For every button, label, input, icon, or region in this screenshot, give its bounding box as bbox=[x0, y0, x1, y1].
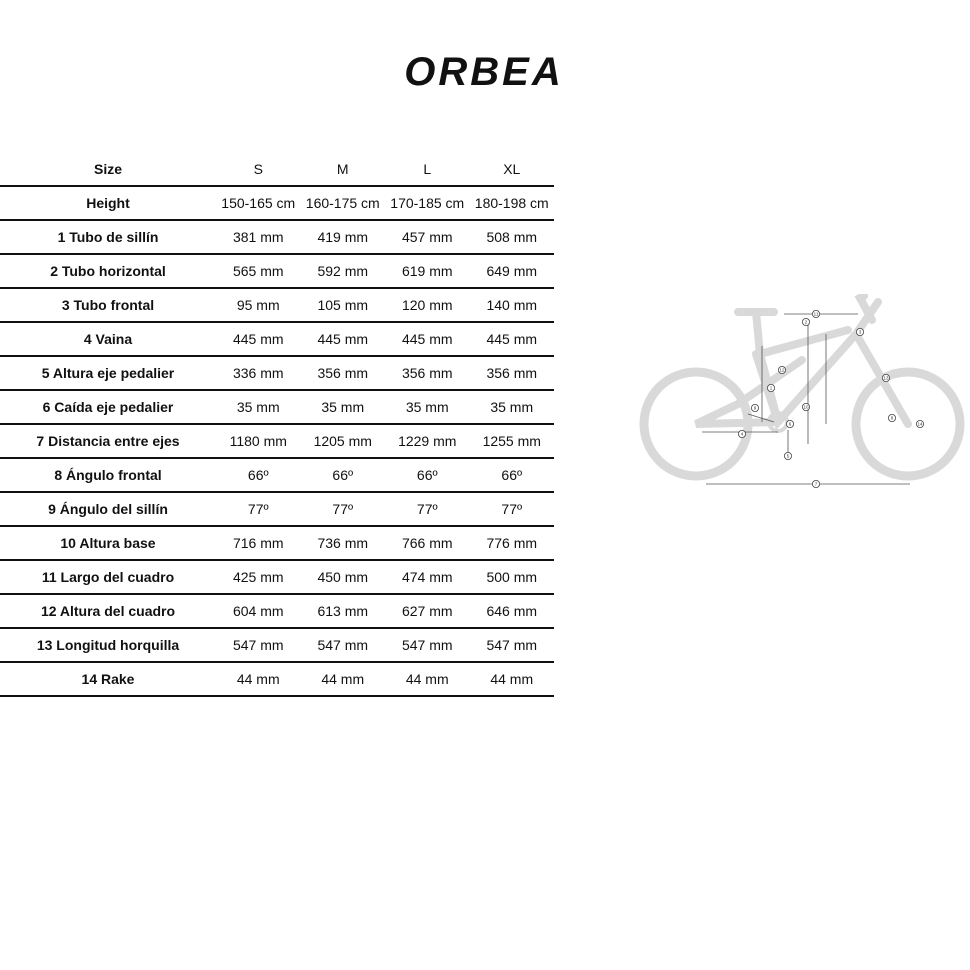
svg-text:2: 2 bbox=[804, 319, 808, 325]
svg-text:8: 8 bbox=[890, 415, 894, 421]
row-value: 35 mm bbox=[385, 390, 470, 424]
svg-text:1: 1 bbox=[769, 385, 773, 391]
row-value: 547 mm bbox=[470, 628, 555, 662]
svg-text:12: 12 bbox=[779, 367, 785, 373]
header-label: Size bbox=[0, 153, 216, 186]
header-size-xl: XL bbox=[470, 153, 555, 186]
dimension-marker-14 bbox=[916, 420, 923, 427]
row-value: 44 mm bbox=[470, 662, 555, 696]
row-value: 445 mm bbox=[216, 322, 301, 356]
row-value: 604 mm bbox=[216, 594, 301, 628]
row-label: 2 Tubo horizontal bbox=[0, 254, 216, 288]
svg-text:4: 4 bbox=[740, 431, 744, 437]
row-label: 4 Vaina bbox=[0, 322, 216, 356]
row-value: 547 mm bbox=[216, 628, 301, 662]
dimension-marker-12 bbox=[778, 366, 785, 373]
row-value: 356 mm bbox=[470, 356, 555, 390]
row-value: 547 mm bbox=[385, 628, 470, 662]
row-value: 180-198 cm bbox=[470, 186, 555, 220]
row-value: 457 mm bbox=[385, 220, 470, 254]
row-value: 170-185 cm bbox=[385, 186, 470, 220]
row-value: 474 mm bbox=[385, 560, 470, 594]
row-value: 547 mm bbox=[301, 628, 386, 662]
row-value: 592 mm bbox=[301, 254, 386, 288]
header-size-s: S bbox=[216, 153, 301, 186]
dimension-marker-13 bbox=[882, 374, 889, 381]
row-label: 12 Altura del cuadro bbox=[0, 594, 216, 628]
bike-svg bbox=[638, 294, 970, 494]
row-label: 10 Altura base bbox=[0, 526, 216, 560]
row-value: 646 mm bbox=[470, 594, 555, 628]
bike-frame bbox=[644, 296, 960, 476]
row-value: 77º bbox=[385, 492, 470, 526]
size-header-row bbox=[0, 153, 554, 186]
row-label: 14 Rake bbox=[0, 662, 216, 696]
table-row bbox=[0, 322, 554, 356]
row-value: 336 mm bbox=[216, 356, 301, 390]
dimension-marker-3 bbox=[856, 328, 863, 335]
row-label: 8 Ángulo frontal bbox=[0, 458, 216, 492]
row-label: 13 Longitud horquilla bbox=[0, 628, 216, 662]
table-row bbox=[0, 458, 554, 492]
row-value: 649 mm bbox=[470, 254, 555, 288]
dimension-marker-8 bbox=[888, 414, 895, 421]
row-label: 9 Ángulo del sillín bbox=[0, 492, 216, 526]
dimension-marker-10 bbox=[802, 403, 809, 410]
row-value: 44 mm bbox=[301, 662, 386, 696]
svg-text:13: 13 bbox=[883, 375, 889, 381]
row-label: 6 Caída eje pedalier bbox=[0, 390, 216, 424]
row-label: 5 Altura eje pedalier bbox=[0, 356, 216, 390]
row-value: 565 mm bbox=[216, 254, 301, 288]
row-value: 35 mm bbox=[216, 390, 301, 424]
row-value: 140 mm bbox=[470, 288, 555, 322]
row-label: 3 Tubo frontal bbox=[0, 288, 216, 322]
brand-wordmark: ORBEA bbox=[404, 52, 564, 90]
bike-geometry-diagram bbox=[638, 294, 970, 494]
row-label: Height bbox=[0, 186, 216, 220]
row-value: 613 mm bbox=[301, 594, 386, 628]
svg-text:11: 11 bbox=[813, 311, 819, 317]
table-row bbox=[0, 662, 554, 696]
row-value: 1255 mm bbox=[470, 424, 555, 458]
row-label: 7 Distancia entre ejes bbox=[0, 424, 216, 458]
table-row bbox=[0, 254, 554, 288]
svg-text:14: 14 bbox=[917, 421, 923, 427]
row-label: 1 Tubo de sillín bbox=[0, 220, 216, 254]
svg-text:9: 9 bbox=[753, 405, 757, 411]
row-value: 500 mm bbox=[470, 560, 555, 594]
row-value: 1229 mm bbox=[385, 424, 470, 458]
row-value: 1205 mm bbox=[301, 424, 386, 458]
table-row bbox=[0, 424, 554, 458]
table-row bbox=[0, 560, 554, 594]
dimension-marker-11 bbox=[812, 310, 819, 317]
row-value: 1180 mm bbox=[216, 424, 301, 458]
row-value: 77º bbox=[301, 492, 386, 526]
table-row bbox=[0, 526, 554, 560]
row-value: 716 mm bbox=[216, 526, 301, 560]
table-row bbox=[0, 220, 554, 254]
table-row bbox=[0, 628, 554, 662]
svg-text:10: 10 bbox=[803, 404, 809, 410]
row-label: 11 Largo del cuadro bbox=[0, 560, 216, 594]
dimension-marker-6 bbox=[786, 420, 793, 427]
row-value: 508 mm bbox=[470, 220, 555, 254]
row-value: 105 mm bbox=[301, 288, 386, 322]
dimension-marker-2 bbox=[802, 318, 809, 325]
row-value: 445 mm bbox=[301, 322, 386, 356]
table-body bbox=[0, 186, 554, 696]
svg-text:6: 6 bbox=[788, 421, 792, 427]
row-value: 736 mm bbox=[301, 526, 386, 560]
svg-text:7: 7 bbox=[814, 481, 818, 487]
row-value: 66º bbox=[470, 458, 555, 492]
row-value: 160-175 cm bbox=[301, 186, 386, 220]
row-value: 381 mm bbox=[216, 220, 301, 254]
svg-text:3: 3 bbox=[858, 329, 862, 335]
row-value: 77º bbox=[470, 492, 555, 526]
row-value: 419 mm bbox=[301, 220, 386, 254]
row-value: 776 mm bbox=[470, 526, 555, 560]
row-value: 766 mm bbox=[385, 526, 470, 560]
row-value: 356 mm bbox=[385, 356, 470, 390]
row-value: 627 mm bbox=[385, 594, 470, 628]
table-row bbox=[0, 594, 554, 628]
table-row bbox=[0, 390, 554, 424]
row-value: 44 mm bbox=[385, 662, 470, 696]
dimension-marker-5 bbox=[784, 452, 791, 459]
table-row bbox=[0, 356, 554, 390]
dimension-marker-7 bbox=[812, 480, 819, 487]
row-value: 619 mm bbox=[385, 254, 470, 288]
dimension-marker-4 bbox=[738, 430, 745, 437]
row-value: 150-165 cm bbox=[216, 186, 301, 220]
dimension-marker-1 bbox=[767, 384, 774, 391]
header-size-l: L bbox=[385, 153, 470, 186]
row-value: 66º bbox=[301, 458, 386, 492]
row-value: 356 mm bbox=[301, 356, 386, 390]
row-value: 44 mm bbox=[216, 662, 301, 696]
row-value: 66º bbox=[216, 458, 301, 492]
size-table bbox=[0, 153, 554, 697]
table-row bbox=[0, 492, 554, 526]
row-value: 35 mm bbox=[301, 390, 386, 424]
row-value: 95 mm bbox=[216, 288, 301, 322]
row-value: 450 mm bbox=[301, 560, 386, 594]
row-value: 120 mm bbox=[385, 288, 470, 322]
table-row bbox=[0, 288, 554, 322]
row-value: 66º bbox=[385, 458, 470, 492]
dimension-marker-9 bbox=[751, 404, 758, 411]
table-row bbox=[0, 186, 554, 220]
header-size-m: M bbox=[301, 153, 386, 186]
row-value: 425 mm bbox=[216, 560, 301, 594]
row-value: 77º bbox=[216, 492, 301, 526]
row-value: 445 mm bbox=[385, 322, 470, 356]
row-value: 445 mm bbox=[470, 322, 555, 356]
svg-text:5: 5 bbox=[786, 453, 790, 459]
row-value: 35 mm bbox=[470, 390, 555, 424]
orbea-logo bbox=[346, 52, 622, 90]
